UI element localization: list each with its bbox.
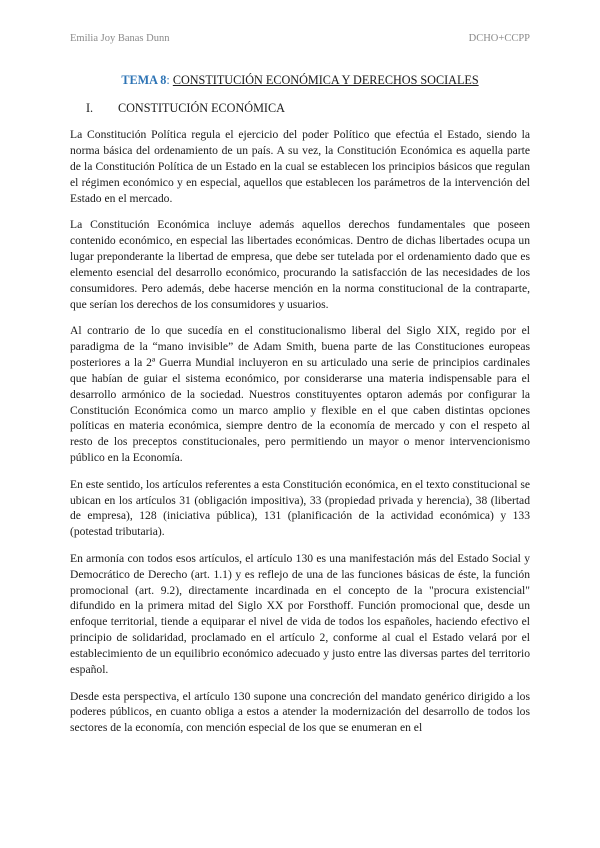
section-title: CONSTITUCIÓN ECONÓMICA xyxy=(118,101,285,115)
paragraph-3: Al contrario de lo que sucedía en el constitucionalismo liberal del Siglo XIX, regido por el paradigma de la “mano invisible” de Adam Smith, buena parte de las Constituciones europeas posteriores a la 2ª Guerra Mundial incluyeron en su articulado una serie de principios cardinales que habían de guiar el sistema económico, por considerarse una materia indispensable para el desarrollo armónico de la sociedad. Nuestros constituyentes optaron además por configurar la Constitución Económica como un marco amplio y flexible en el que caben distintas opciones políticas en materia económica, siempre dentro de la economía de mercado y con el respeto al resto de los preceptos constitucionales, pero permitiendo un mayor o menor intervencionismo público en la Economía. xyxy=(70,323,530,465)
paragraph-5: En armonía con todos esos artículos, el artículo 130 es una manifestación más del Estado Social y Democrático de Derecho (art. 1.1) y es reflejo de una de las funciones básicas de éste, la función promocional (art. 9.2), directamente incardinada en el concepto de la "procura existencial" difundido en la primera mitad del Siglo XX por Forsthoff. Función promocional que, desde un enfoque territorial, tiende a equiparar el nivel de vida de todos los españoles, haciendo efectivo el principio de solidaridad, proclamado en el artículo 2, conforme al cual el Estado velará por el establecimiento de un equilibrio económico adecuado y justo entre las diversas partes del territorio español. xyxy=(70,551,530,677)
section-number: I. xyxy=(86,101,94,115)
document-title xyxy=(70,72,530,88)
header-course: DCHO+CCPP xyxy=(468,33,530,44)
paragraph-1: La Constitución Política regula el ejercicio del poder Político que efectúa el Estado, siendo la norma básica del ordenamiento de un país. A su vez, la Constitución Económica es aquella parte de la Constitución Política de un Estado en la cual se establecen los principios básicos que regulan el régimen económico y en especial, aquellos que establecen los parámetros de la intervención del Estado en el mercado. xyxy=(70,128,530,205)
document-body xyxy=(70,72,530,747)
title-label: TEMA 8 xyxy=(121,73,167,87)
paragraph-2: La Constitución Económica incluye además aquellos derechos fundamentales que poseen contenido económico, en especial las libertades económicas. Dentro de dichas libertades ocupa un lugar preponderante la libertad de empresa, que debe ser tutelada por el ordenamiento dado que es elemento esencial del desarrollo económico, procurando la satisfacción de las necesidades de los consumidores. Pero además, debe hacerse mención en la norma constitucional de la contraparte, que serían los derechos de los consumidores y usuarios. xyxy=(70,218,530,311)
header-author: Emilia Joy Banas Dunn xyxy=(70,33,170,44)
section-heading xyxy=(86,100,530,116)
page-header xyxy=(70,33,530,47)
title-subject: CONSTITUCIÓN ECONÓMICA Y DERECHOS SOCIALES xyxy=(172,73,479,87)
title-separator: : xyxy=(166,73,170,87)
paragraph-6: Desde esta perspectiva, el artículo 130 supone una concreción del mandato genérico dirigido a los poderes públicos, en cuanto obliga a estos a atender la modernización del desarrollo de todos los sectores de la economía, con mención especial de los que se enumeran en el xyxy=(70,689,530,735)
paragraph-4: En este sentido, los artículos referentes a esta Constitución económica, en el texto constitucional se ubican en los artículos 31 (obligación impositiva), 33 (propiedad privada y herencia), 38 (libertad de empresa), 128 (iniciativa pública), 131 (planificación de la actividad económica) y 133 (potestad tributaria). xyxy=(70,477,530,539)
